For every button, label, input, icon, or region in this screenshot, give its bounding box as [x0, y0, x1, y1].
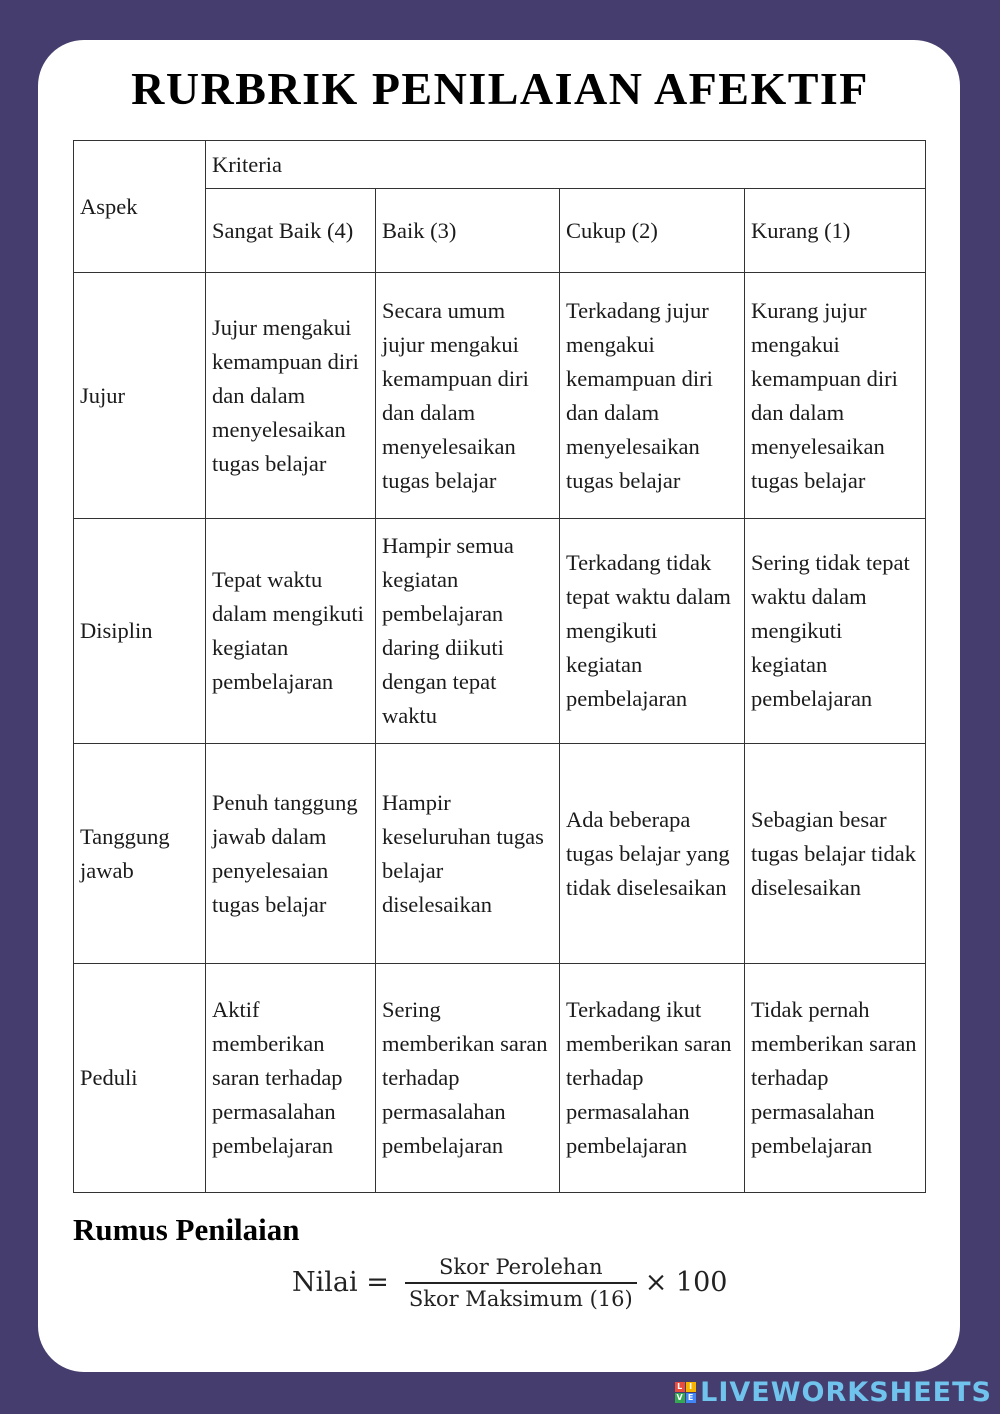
- level-cukup: Cukup (2): [560, 189, 745, 273]
- criteria-cell: Jujur mengakui kemampuan diri dan dalam menyelesaikan tugas belajar: [206, 273, 376, 519]
- logo-letter: L: [677, 1382, 684, 1391]
- criteria-cell: Terkadang ikut memberikan saran terhadap permasalahan pembelajaran: [560, 964, 745, 1193]
- watermark-text: LIVEWORKSHEETS: [700, 1377, 992, 1408]
- aspek-cell: Tanggung jawab: [74, 744, 206, 964]
- criteria-cell: Secara umum jujur mengakui kemampuan diri dan dalam menyelesaikan tugas belajar: [376, 273, 560, 519]
- level-sangat-baik: Sangat Baik (4): [206, 189, 376, 273]
- header-aspek: Aspek: [74, 141, 206, 273]
- logo-letter: E: [687, 1393, 695, 1402]
- liveworksheets-logo-icon: [675, 1382, 696, 1403]
- criteria-cell: Penuh tanggung jawab dalam penyelesaian tugas belajar: [206, 744, 376, 964]
- table-row-tanggung-jawab: [74, 744, 926, 964]
- table-row-peduli: [74, 964, 926, 1193]
- score-formula: [292, 1255, 727, 1311]
- criteria-cell: Terkadang jujur mengakui kemampuan diri dan dalam menyelesaikan tugas belajar: [560, 273, 745, 519]
- criteria-cell: Tidak pernah memberikan saran terhadap permasalahan pembelajaran: [745, 964, 926, 1193]
- level-baik: Baik (3): [376, 189, 560, 273]
- criteria-cell: Tepat waktu dalam mengikuti kegiatan pembelajaran: [206, 519, 376, 744]
- criteria-cell: Aktif memberikan saran terhadap permasalahan pembelajaran: [206, 964, 376, 1193]
- formula-fraction: [405, 1255, 637, 1311]
- formula-multiplier: × 100: [644, 1267, 728, 1299]
- liveworksheets-watermark: [675, 1377, 992, 1408]
- level-kurang: Kurang (1): [745, 189, 926, 273]
- formula-numerator: Skor Perolehan: [439, 1255, 603, 1279]
- page-title: RURBRIK PENILAIAN AFEKTIF: [131, 63, 869, 114]
- table-row-disiplin: [74, 519, 926, 744]
- formula-lhs: Nilai =: [292, 1267, 389, 1299]
- criteria-cell: Hampir keseluruhan tugas belajar diselesaikan: [376, 744, 560, 964]
- aspek-cell: Disiplin: [74, 519, 206, 744]
- table-row-jujur: [74, 273, 926, 519]
- aspek-cell: Jujur: [74, 273, 206, 519]
- formula-denominator: Skor Maksimum (16): [408, 1286, 633, 1311]
- criteria-cell: Sebagian besar tugas belajar tidak diselesaikan: [745, 744, 926, 964]
- criteria-cell: Hampir semua kegiatan pembelajaran daring diikuti dengan tepat waktu: [376, 519, 560, 744]
- header-kriteria: Kriteria: [206, 141, 926, 189]
- rumus-heading: Rumus Penilaian: [73, 1212, 300, 1247]
- logo-letter: V: [676, 1393, 684, 1402]
- criteria-cell: Ada beberapa tugas belajar yang tidak diselesaikan: [560, 744, 745, 964]
- rubric-table: [73, 140, 926, 1193]
- logo-letter: I: [686, 1382, 696, 1392]
- criteria-cell: Terkadang tidak tepat waktu dalam mengikuti kegiatan pembelajaran: [560, 519, 745, 744]
- criteria-cell: Sering tidak tepat waktu dalam mengikuti kegiatan pembelajaran: [745, 519, 926, 744]
- criteria-cell: Sering memberikan saran terhadap permasalahan pembelajaran: [376, 964, 560, 1193]
- criteria-cell: Kurang jujur mengakui kemampuan diri dan dalam menyelesaikan tugas belajar: [745, 273, 926, 519]
- aspek-cell: Peduli: [74, 964, 206, 1193]
- header-row-kriteria: [74, 141, 926, 189]
